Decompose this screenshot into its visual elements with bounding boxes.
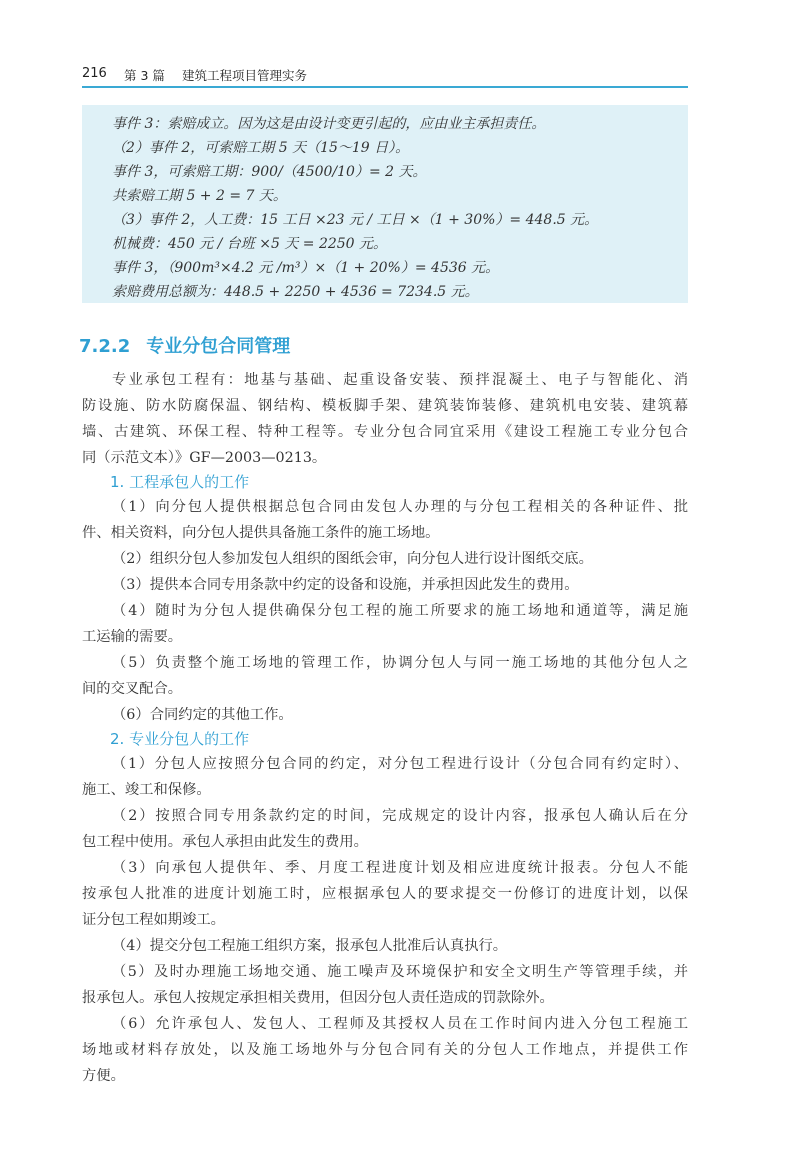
sub1-line: （2）组织分包人参加发包人组织的图纸会审，向分包人进行设计图纸交底。 — [112, 551, 593, 567]
sub2-line: 按承包人批准的进度计划施工时，应根据承包人的要求提交一份修订的进度计划，以保 — [82, 886, 688, 902]
section-title — [79, 332, 290, 358]
sub2-line: （4）提交分包工程施工组织方案，报承包人批准后认真执行。 — [112, 938, 508, 954]
sub2-line: 包工程中使用。承包人承担由此发生的费用。 — [82, 834, 368, 850]
sub2-line: （6）允许承包人、发包人、工程师及其授权人员在工作时间内进入分包工程施工 — [112, 1016, 688, 1032]
answer-line: （3）事件 2，人工费：15 工日 ×23 元 / 工日 ×（1 + 30%）= 448.5 元。 — [112, 212, 599, 228]
page-number: 216 — [82, 66, 107, 81]
subsection-title-1: 1. 工程承包人的工作 — [110, 473, 250, 491]
sub1-line: （5）负责整个施工场地的管理工作，协调分包人与同一施工场地的其他分包人之 — [112, 655, 688, 671]
section-number: 7.2.2 — [79, 336, 131, 357]
sub2-line: 报承包人。承包人按规定承担相关费用，但因分包人责任造成的罚款除外。 — [82, 990, 554, 1006]
sub1-line: （1）向分包人提供根据总包合同由发包人办理的与分包工程相关的各种证件、批 — [112, 499, 688, 515]
sub1-line: （3）提供本合同专用条款中约定的设备和设施，并承担因此发生的费用。 — [112, 577, 579, 593]
answer-box — [82, 105, 688, 303]
sub1-line: 间的交叉配合。 — [82, 681, 183, 697]
sub2-line: 施工、竣工和保修。 — [82, 782, 211, 798]
section-heading: 专业分包合同管理 — [146, 336, 291, 357]
answer-line: 事件 3，（900m³×4.2 元 /m³）×（1 + 20%）= 4536 元。 — [112, 260, 500, 276]
running-header — [82, 62, 688, 88]
sub1-line: （4）随时为分包人提供确保分包工程的施工所要求的施工场地和通道等，满足施 — [112, 603, 688, 619]
intro-line: 防设施、防水防腐保温、钢结构、模板脚手架、建筑装饰装修、建筑机电安装、建筑幕 — [82, 398, 688, 414]
sub1-line: 件、相关资料，向分包人提供具备施工条件的施工场地。 — [82, 525, 440, 541]
subsection-title-2: 2. 专业分包人的工作 — [110, 730, 250, 748]
sub2-line: （1）分包人应按照分包合同的约定，对分包工程进行设计（分包合同有约定时）、 — [112, 756, 688, 772]
intro-line: 墙、古建筑、环保工程、特种工程等。专业分包合同宜采用《建设工程施工专业分包合 — [82, 424, 688, 440]
answer-line: 索赔费用总额为：448.5 + 2250 + 4536 = 7234.5 元。 — [112, 284, 479, 300]
chapter-title: 建筑工程项目管理实务 — [182, 68, 308, 83]
answer-line: 机械费：450 元 / 台班 ×5 天 = 2250 元。 — [112, 236, 388, 252]
sub2-line: （5）及时办理施工场地交通、施工噪声及环境保护和安全文明生产等管理手续，并 — [112, 964, 688, 980]
sub2-line: （2）按照合同专用条款约定的时间，完成规定的设计内容，报承包人确认后在分 — [112, 808, 688, 824]
answer-line: 事件 3：索赔成立。因为这是由设计变更引起的，应由业主承担责任。 — [112, 116, 546, 132]
answer-line: （2）事件 2，可索赔工期 5 天（15～19 日）。 — [112, 140, 410, 156]
header-divider — [82, 86, 688, 88]
sub2-line: （3）向承包人提供年、季、月度工程进度计划及相应进度统计报表。分包人不能 — [112, 860, 688, 876]
intro-line: 同（示范文本）》GF—2003—0213。 — [82, 450, 327, 466]
sub2-line: 场地或材料存放处，以及施工场地外与分包合同有关的分包人工作地点，并提供工作 — [82, 1042, 688, 1058]
answer-line: 共索赔工期 5 + 2 = 7 天。 — [112, 188, 287, 204]
sub2-line: 证分包工程如期竣工。 — [82, 912, 225, 928]
intro-line: 专业承包工程有：地基与基础、起重设备安装、预拌混凝土、电子与智能化、消 — [112, 372, 688, 388]
sub1-line: （6）合同约定的其他工作。 — [112, 707, 293, 723]
sub2-line: 方便。 — [82, 1068, 125, 1084]
part-label: 第 3 篇 — [124, 68, 165, 83]
answer-line: 事件 3，可索赔工期：900/（4500/10）= 2 天。 — [112, 164, 427, 180]
sub1-line: 工运输的需要。 — [82, 629, 183, 645]
